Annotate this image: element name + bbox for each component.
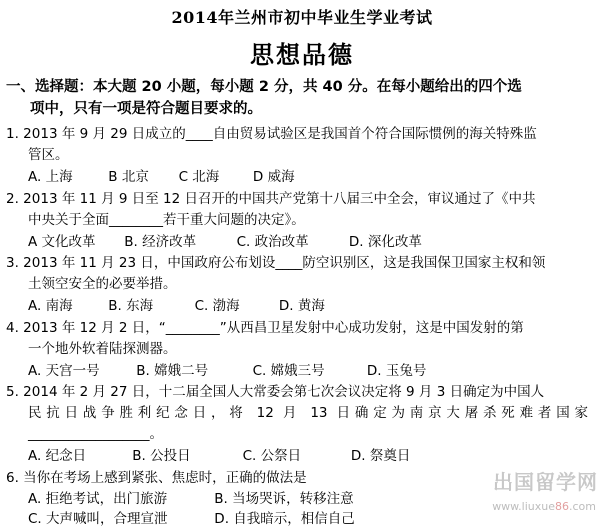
exam-title: 2014年兰州市初中毕业生学业考试	[171, 8, 433, 27]
question-2-option-c: C. 政治改革	[236, 234, 309, 250]
question-1-option-c: C 北海	[178, 169, 220, 185]
question-2-option-a: A 文化改革	[28, 234, 96, 250]
subject-title: 思想品德	[250, 41, 354, 69]
question-3-stem-line2: 土领空安全的必要举措。	[28, 276, 177, 292]
question-3-stem-line1: 3. 2013 年 11 月 23 日，中国政府公布划设____防空识别区，这是我国保卫国家主权和领	[6, 255, 546, 271]
question-4-option-b: B. 嫦娥二号	[136, 363, 209, 379]
section-heading-line1: 一、选择题：本大题 20 小题，每小题 2 分，共 40 分。在每小题给出的四个选	[6, 79, 522, 95]
question-6-option-a: A. 拒绝考试，出门旅游	[28, 491, 168, 507]
question-3-option-a: A. 南海	[28, 298, 73, 314]
question-5-stem-line3: __________________。	[28, 426, 163, 442]
question-6-stem-line1: 6. 当你在考场上感到紧张、焦虑时，正确的做法是	[6, 470, 307, 486]
question-3-option-b: B. 东海	[108, 298, 154, 314]
question-1-stem-line1: 1. 2013 年 9 月 29 日成立的____自由贸易试验区是我国首个符合国际惯例的海关特殊监	[6, 126, 537, 142]
question-6-option-d: D. 自我暗示，相信自己	[214, 511, 355, 527]
question-4-option-a: A. 天宫一号	[28, 363, 100, 379]
question-6-option-b: B. 当场哭诉，转移注意	[214, 491, 354, 507]
question-2-option-b: B. 经济改革	[124, 234, 197, 250]
question-3-options	[28, 296, 604, 316]
question-4-stem-line1: 4. 2013 年 12 月 2 日，“________”从西昌卫星发射中心成功发射，这是中国发射的第	[6, 320, 524, 336]
question-2-stem-line1: 2. 2013 年 11 月 9 日至 12 日召开的中国共产党第十八届三中全会，审议通过了《中共	[6, 191, 536, 207]
question-5-option-c: C. 公祭日	[242, 448, 302, 464]
question-5-options	[28, 446, 604, 466]
question-3-option-d: D. 黄海	[278, 298, 325, 314]
question-4-option-c: C. 嫦娥三号	[252, 363, 325, 379]
question-1-option-d: D 威海	[252, 169, 295, 185]
question-1-options	[28, 167, 604, 187]
watermark-url-prefix: www.liuxue	[492, 500, 555, 513]
question-5-option-a: A. 纪念日	[28, 448, 87, 464]
section-heading-line2: 项中，只有一项是符合题目要求的。	[30, 101, 262, 117]
section-heading	[6, 76, 598, 120]
watermark-url-suffix: .com	[569, 500, 596, 513]
question-4-stem-line2: 一个地外软着陆探测器。	[28, 341, 177, 357]
question-4-options	[28, 361, 604, 381]
question-2-stem-line2: 中央关于全面________若干重大问题的决定》。	[28, 212, 305, 228]
question-3-option-c: C. 渤海	[194, 298, 240, 314]
question-4-option-d: D. 玉兔号	[366, 363, 427, 379]
question-5-stem-line1: 5. 2014 年 2 月 27 日，十二届全国人大常委会第七次会议决定将 9 月 3 日确定为中国人	[6, 384, 545, 400]
watermark-url	[492, 500, 596, 513]
question-1-stem-line2: 管区。	[28, 147, 69, 163]
question-5-option-b: B. 公投日	[132, 448, 191, 464]
watermark-logo: 出国留学网	[493, 470, 598, 494]
question-6-option-c: C. 大声喊叫，合理宣泄	[28, 511, 168, 527]
question-5-stem-line2: 民抗日战争胜利纪念日，将 12 月 13 日确定为南京大屠杀死难者国家	[28, 405, 588, 421]
question-1-option-b: B 北京	[108, 169, 149, 185]
question-1-option-a: A. 上海	[28, 169, 73, 185]
watermark-url-accent: 86	[555, 500, 569, 513]
question-2-option-d: D. 深化改革	[348, 234, 422, 250]
question-2-options	[28, 232, 604, 252]
question-5-option-d: D. 祭奠日	[350, 448, 411, 464]
